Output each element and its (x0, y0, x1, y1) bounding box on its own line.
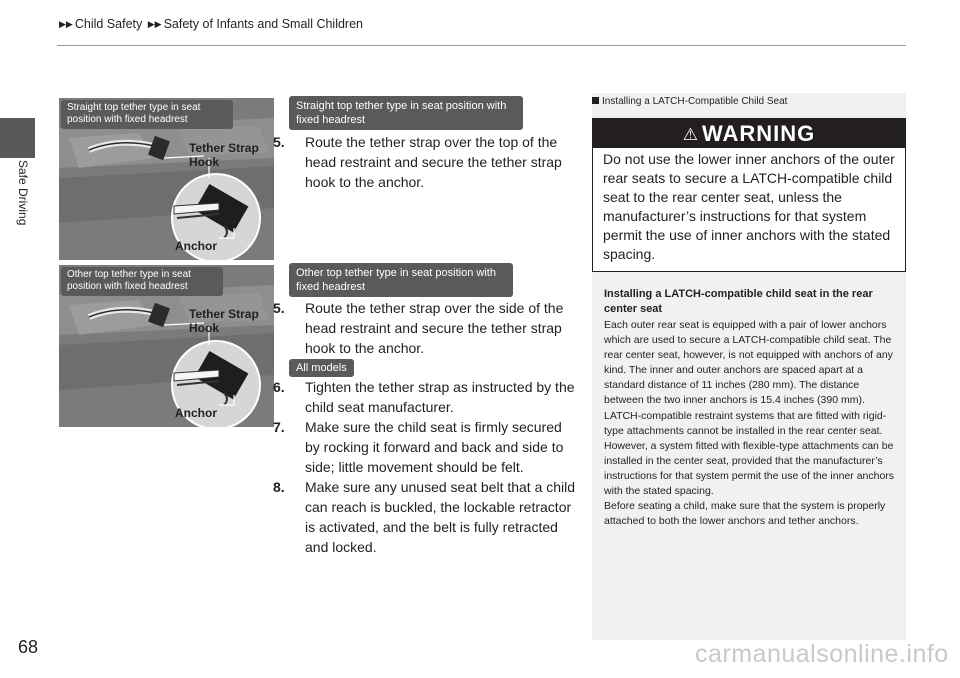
figure-label-tether-hook: Tether Strap Hook (189, 141, 259, 169)
note-heading: Installing a LATCH-compatible child seat in the rear center seat (604, 288, 873, 315)
steps-6-to-8 (273, 377, 579, 557)
step-text: Route the tether strap over the side of the head restraint and secure the tether strap hook to the anchor. (305, 300, 564, 356)
section-tab-label: Safe Driving (16, 160, 30, 226)
step-number: 5. (273, 300, 285, 316)
note-body (604, 318, 898, 529)
breadcrumb-item-child-safety[interactable]: Child Safety (74, 17, 143, 31)
step-text: Make sure the child seat is firmly secured by rocking it forward and back and side to side; little movement should be felt. (305, 419, 564, 475)
figure-label-tether-hook: Tether Strap Hook (189, 307, 259, 335)
figure-label-anchor: Anchor (175, 406, 217, 420)
warning-triangle-icon: ⚠ (682, 125, 699, 144)
step-5b (273, 298, 579, 358)
note-paragraph: Before seating a child, make sure that the system is properly attached to both the lower anchors and tether anchors. (604, 500, 886, 528)
step-number: 7. (273, 419, 285, 435)
step-text: Make sure any unused seat belt that a child can reach is buckled, the lockable retractor is activated, and the belt is fully retracted and locked. (305, 479, 576, 555)
breadcrumb (57, 17, 363, 31)
header-divider (57, 45, 906, 46)
section-tag-straight: Straight top tether type in seat position with fixed headrest (289, 96, 523, 130)
step-text: Tighten the tether strap as instructed by the child seat manufacturer. (305, 379, 575, 415)
figure-caption: Other top tether type in seat position with fixed headrest (61, 267, 223, 296)
warning-text: Do not use the lower inner anchors of the outer rear seats to secure a LATCH-compatible child seat to the rear center seat, unless the manufacturer’s instructions for that system permit the use of inner anchors with the stated spacing. (603, 151, 895, 262)
figure-caption: Straight top tether type in seat position with fixed headrest (61, 100, 233, 129)
step-text: Route the tether strap over the top of the head restraint and secure the tether strap hook to the anchor. (305, 134, 562, 190)
step-number: 5. (273, 134, 285, 150)
page-number: 68 (18, 637, 39, 657)
section-tab-marker (0, 118, 35, 158)
warning-header: ⚠ WARNING (593, 119, 905, 148)
note-bullet-icon (592, 97, 599, 104)
breadcrumb-arrow-icon: ▶▶ (147, 19, 162, 29)
figure-label-anchor: Anchor (175, 239, 217, 253)
step-number: 8. (273, 479, 285, 495)
note-paragraph: Each outer rear seat is equipped with a pair of lower anchors which are used to secure a LATCH-compatible child seat. The rear center seat, however, is not equipped with anchors of any kind. The inner and outer anchors are spaced apart at a standard distance of 11 inches (280 mm). The distance between the two inner anchors is 15.4 inches (390 mm). (604, 319, 893, 407)
section-tag-other: Other top tether type in seat position with fixed headrest (289, 263, 513, 297)
breadcrumb-arrow-icon: ▶▶ (59, 19, 73, 29)
breadcrumb-item-current[interactable]: Safety of Infants and Small Children (163, 17, 363, 31)
note-paragraph: LATCH-compatible restraint systems that are fitted with rigid-type attachments cannot be installed in the rear center seat. However, a system fitted with flexible-type attachments can be installed in the center seat, provided that the manufacturer’s instructions for that system permit the use of the inner anchors with the stated spacing. (604, 409, 895, 498)
note-title: Installing a LATCH-Compatible Child Seat (592, 96, 787, 107)
step-5a (273, 132, 579, 192)
step-number: 6. (273, 379, 285, 395)
watermark: carmanualsonline.info (695, 640, 949, 668)
section-tag-all-models: All models (289, 359, 354, 377)
